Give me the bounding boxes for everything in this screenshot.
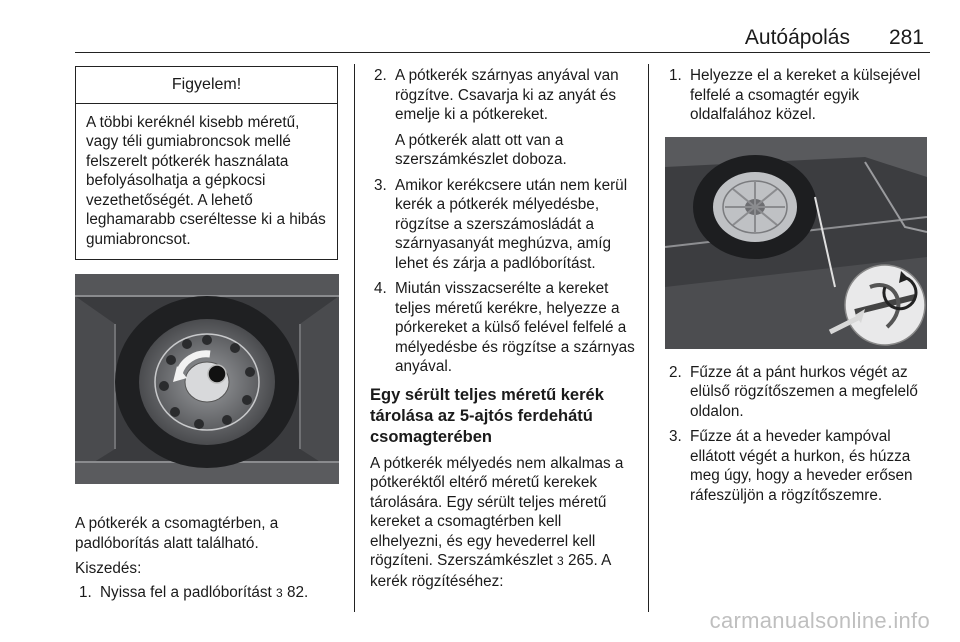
list-item bbox=[370, 279, 636, 377]
header-rule bbox=[75, 52, 930, 53]
step-text: Nyissa fel a padlóborítást bbox=[100, 583, 272, 601]
column-right bbox=[665, 62, 931, 511]
paragraph-text: A kerék rögzítéséhez: bbox=[370, 552, 611, 590]
step-number: 3. bbox=[669, 428, 682, 445]
page-header bbox=[0, 22, 960, 54]
step-number: 1. bbox=[669, 67, 682, 84]
paragraph-text: A pótkerék mélyedés nem alkalmas a pótkeréktől eltérő méretű kerekek tárolására. Egy sérült teljes méretű kereket a csomagtérben kell elhelyezni, és egy hevederrel kell rögzíteni. Szerszámkészlet bbox=[370, 454, 624, 569]
step-subtext: A pótkerék alatt ott van a szerszámkészlet doboza. bbox=[395, 131, 567, 168]
section-title: Autóápolás bbox=[744, 26, 850, 49]
column-left bbox=[75, 62, 339, 609]
warning-title: Figyelem! bbox=[76, 67, 337, 104]
trunk-strap-photo bbox=[665, 137, 927, 349]
spare-wheel-illustration bbox=[75, 274, 339, 484]
step-text: Fűzze át a heveder kampóval ellátott végét a hurkon, és húzza meg úgy, hogy a heveder erősen ráfeszüljön a rögzítőszemre. bbox=[690, 428, 913, 504]
step-number: 1. bbox=[79, 583, 92, 601]
list-item bbox=[665, 66, 931, 125]
step-text: A pótkerék szárnyas anyával van rögzítve. Csavarja ki az anyát és emelje ki a pótkereket. bbox=[395, 67, 619, 123]
page-ref: 82. bbox=[286, 583, 309, 601]
page-number: 281 bbox=[888, 26, 924, 49]
step-number: 4. bbox=[374, 280, 387, 297]
list-item bbox=[370, 66, 636, 170]
figure-caption: A pótkerék a csomagtérben, a padlóborítás alatt található. bbox=[75, 515, 279, 552]
column-divider bbox=[648, 64, 649, 612]
step-text: Miután visszacserélte a kereket teljes méretű kerékre, helyezze a pórkereket a külső felével felfelé a mélyedésbe és rögzítse a szárnyas anyával. bbox=[395, 280, 635, 375]
watermark: carmanualsonline.info bbox=[709, 608, 930, 633]
list-item bbox=[75, 583, 339, 604]
step-text: Fűzze át a pánt hurkos végét az elülső rögzítőszemen a megfelelő oldalon. bbox=[690, 363, 918, 420]
step-number: 3. bbox=[374, 176, 387, 194]
page-ref-icon: 3 bbox=[276, 585, 283, 600]
list-item bbox=[665, 427, 931, 505]
body-paragraph bbox=[370, 454, 636, 592]
step-text: Helyezze el a kereket a külsejével felfelé a csomagtér egyik oldalfalához közel. bbox=[690, 67, 921, 123]
spare-wheel-photo bbox=[75, 274, 339, 484]
list-item bbox=[370, 176, 636, 274]
step-number: 2. bbox=[374, 67, 387, 84]
trunk-strap-illustration bbox=[665, 137, 927, 349]
list-item bbox=[665, 363, 931, 422]
column-middle bbox=[370, 62, 636, 591]
step-number: 2. bbox=[669, 363, 682, 381]
page-ref: 265. bbox=[567, 552, 598, 569]
column-divider bbox=[354, 64, 355, 612]
step-text: Amikor kerékcsere után nem kerül kerék a pótkerék mélyedésbe, rögzítse a szerszámosládát a szárnyasanyát meghúzva, amíg lehet és zárja a padlóborítást. bbox=[395, 176, 628, 272]
warning-text: A többi keréknél kisebb méretű, vagy téli gumiabroncsok mellé felszerelt pótkerék használata befolyásolhatja a gépkocsi vezethetőségét. A lehető leghamarabb cseréltesse ki a hibás gumiabroncsot. bbox=[86, 113, 326, 248]
removal-label: Kiszedés: bbox=[75, 560, 142, 577]
page-ref-icon: 3 bbox=[557, 554, 564, 568]
section-heading: Egy sérült teljes méretű kerék tárolása az 5-ajtós ferdehátú csomagterében bbox=[370, 385, 604, 446]
warning-box bbox=[75, 66, 338, 260]
